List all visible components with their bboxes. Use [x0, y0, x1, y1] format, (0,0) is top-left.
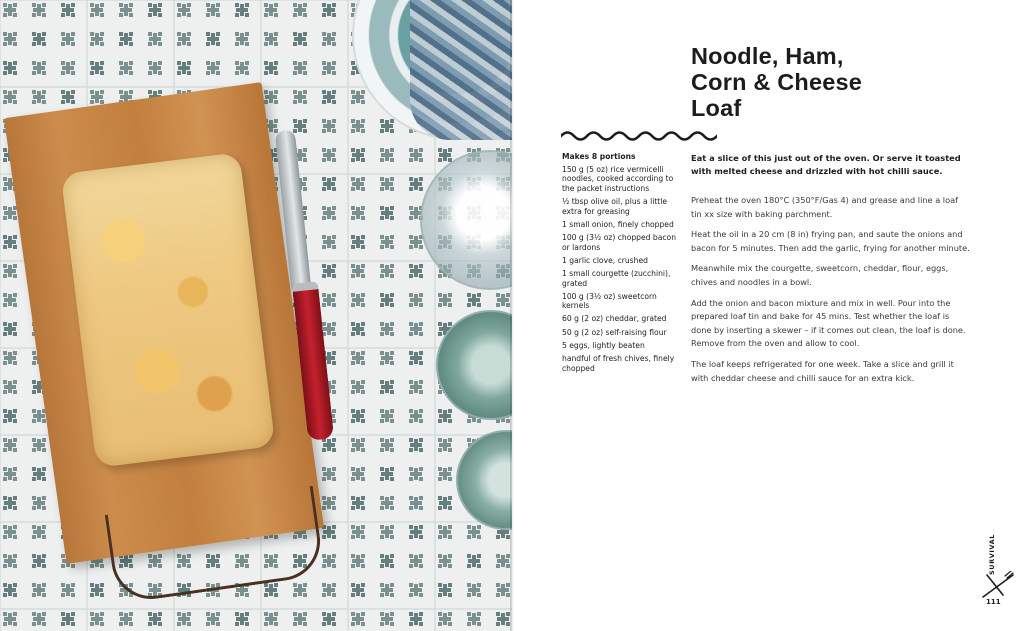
wavy-divider: [561, 128, 717, 144]
method-step: Add the onion and bacon mixture and mix in well. Pour into the prepared loaf tin and bake for 45 mins. Test whether the loaf is done by inserting a skewer – if it comes out clean, the loaf is done. Remove from the oven and allow to cool.: [691, 297, 966, 349]
ingredients-list: [562, 152, 680, 377]
recipe-intro: Eat a slice of this just out of the oven. Or serve it toasted with melted cheese and drizzled with hot chilli sauce.: [691, 153, 961, 176]
servings: Makes 8 portions: [562, 152, 636, 161]
method-step: Preheat the oven 180°C (350°F/Gas 4) and grease and line a loaf tin xx size with baking parchment.: [691, 195, 958, 219]
page-number: 111: [986, 598, 1001, 606]
ingredient-item: 100 g (3½ oz) chopped bacon or lardons: [562, 232, 677, 252]
ingredient-item: 100 g (3½ oz) sweetcorn kernels: [562, 291, 657, 311]
ingredient-item: 150 g (5 oz) rice vermicelli noodles, cooked according to the packet instructions: [562, 164, 674, 193]
recipe-title: [691, 43, 931, 121]
cheese-loaf: [61, 152, 276, 468]
ingredient-item: handful of fresh chives, finely chopped: [562, 354, 675, 373]
ingredient-item: 5 eggs, lightly beaten: [562, 340, 645, 350]
ingredient-item: 1 small courgette (zucchini), grated: [562, 268, 671, 288]
ingredient-item: ½ tbsp olive oil, plus a little extra for greasing: [562, 196, 668, 216]
ingredient-item: 50 g (2 oz) self-raising flour: [562, 327, 667, 337]
patterned-napkin: [410, 0, 512, 140]
title-line: Noodle, Ham,: [691, 43, 844, 69]
method-step: The loaf keeps refrigerated for one week. Take a slice and grill it with cheddar cheese and chilli sauce for an extra kick.: [691, 358, 954, 383]
method-step: Meanwhile mix the courgette, sweetcorn, cheddar, flour, eggs, chives and noodles in a bowl.: [691, 263, 949, 287]
ingredient-item: 60 g (2 oz) cheddar, grated: [562, 314, 667, 324]
title-line: Loaf: [691, 95, 742, 121]
page-gutter: [510, 0, 514, 631]
section-tag: [988, 535, 998, 575]
method-step: Heat the oil in a 20 cm (8 in) frying pan, and saute the onions and bacon for 5 minutes. Then add the garlic, frying for another minute.: [691, 229, 970, 253]
ingredient-item: 1 garlic clove, crushed: [562, 255, 648, 265]
crossed-cutlery-icon: [981, 571, 1015, 599]
title-line: Corn & Cheese: [691, 69, 863, 95]
ingredient-item: 1 small onion, finely chopped: [562, 219, 674, 229]
section-label: SURVIVAL: [988, 534, 996, 575]
method-steps: [691, 194, 971, 392]
